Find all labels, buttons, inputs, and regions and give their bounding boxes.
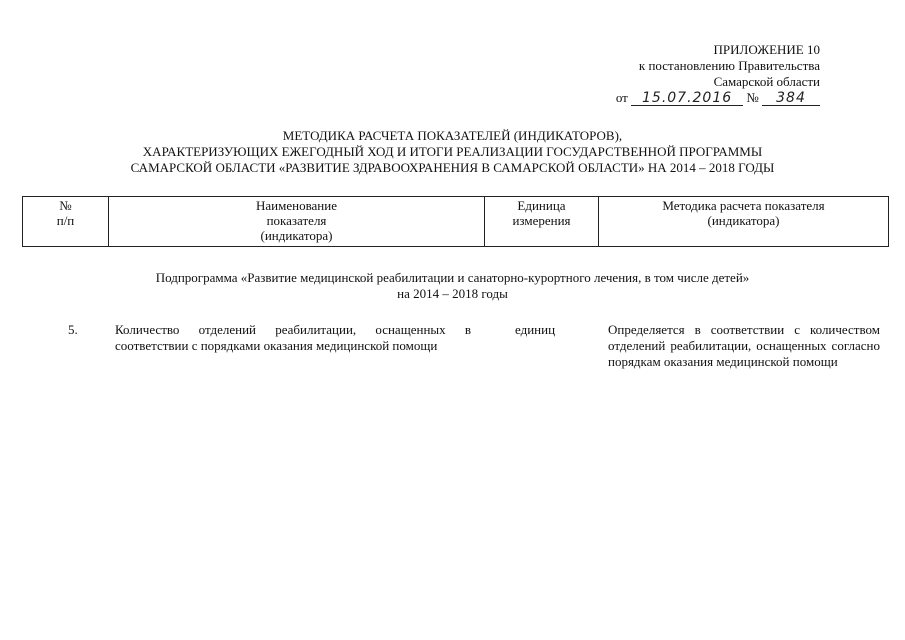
appendix-title: ПРИЛОЖЕНИЕ 10 xyxy=(713,42,820,57)
title-line-1: МЕТОДИКА РАСЧЕТА ПОКАЗАТЕЛЕЙ (ИНДИКАТОРОВ), xyxy=(282,128,623,143)
subprogram-heading xyxy=(0,270,905,302)
handwritten-date: 15.07.2016 xyxy=(631,91,743,106)
appendix-date-line xyxy=(560,90,820,106)
number-prefix: № xyxy=(746,90,759,105)
header-col-unit: Единица измерения xyxy=(485,197,599,247)
indicator-table-header xyxy=(22,196,889,247)
subprogram-line-2: на 2014 – 2018 годы xyxy=(397,286,508,301)
appendix-block xyxy=(560,42,820,106)
header-col-name: Наименование показателя (индикатора) xyxy=(109,197,485,247)
header-col-number: № п/п xyxy=(23,197,109,247)
row-number: 5. xyxy=(68,322,78,337)
row-unit: единиц xyxy=(515,322,556,337)
row-indicator-name: Количество отделений реабилитации, оснащенных в соответствии с порядками оказания медицинской помощи xyxy=(115,322,471,353)
table-header-row xyxy=(23,197,889,247)
row-method: Определяется в соответствии с количеством отделений реабилитации, оснащенных согласно порядкам оказания медицинской помощи xyxy=(608,322,880,369)
header-col-method: Методика расчета показателя (индикатора) xyxy=(599,197,889,247)
handwritten-number: 384 xyxy=(762,91,820,106)
date-prefix: от xyxy=(615,90,628,105)
appendix-line-decree: к постановлению Правительства xyxy=(638,58,820,73)
subprogram-line-1: Подпрограмма «Развитие медицинской реабилитации и санаторно-курортного лечения, в том числе детей» xyxy=(155,270,750,285)
appendix-line-region: Самарской области xyxy=(713,74,820,89)
title-line-3: САМАРСКОЙ ОБЛАСТИ «РАЗВИТИЕ ЗДРАВООХРАНЕНИЯ В САМАРСКОЙ ОБЛАСТИ» НА 2014 – 2018 ГОДЫ xyxy=(130,160,775,175)
document-title xyxy=(0,128,905,176)
title-line-2: ХАРАКТЕРИЗУЮЩИХ ЕЖЕГОДНЫЙ ХОД И ИТОГИ РЕАЛИЗАЦИИ ГОСУДАРСТВЕННОЙ ПРОГРАММЫ xyxy=(142,144,763,159)
